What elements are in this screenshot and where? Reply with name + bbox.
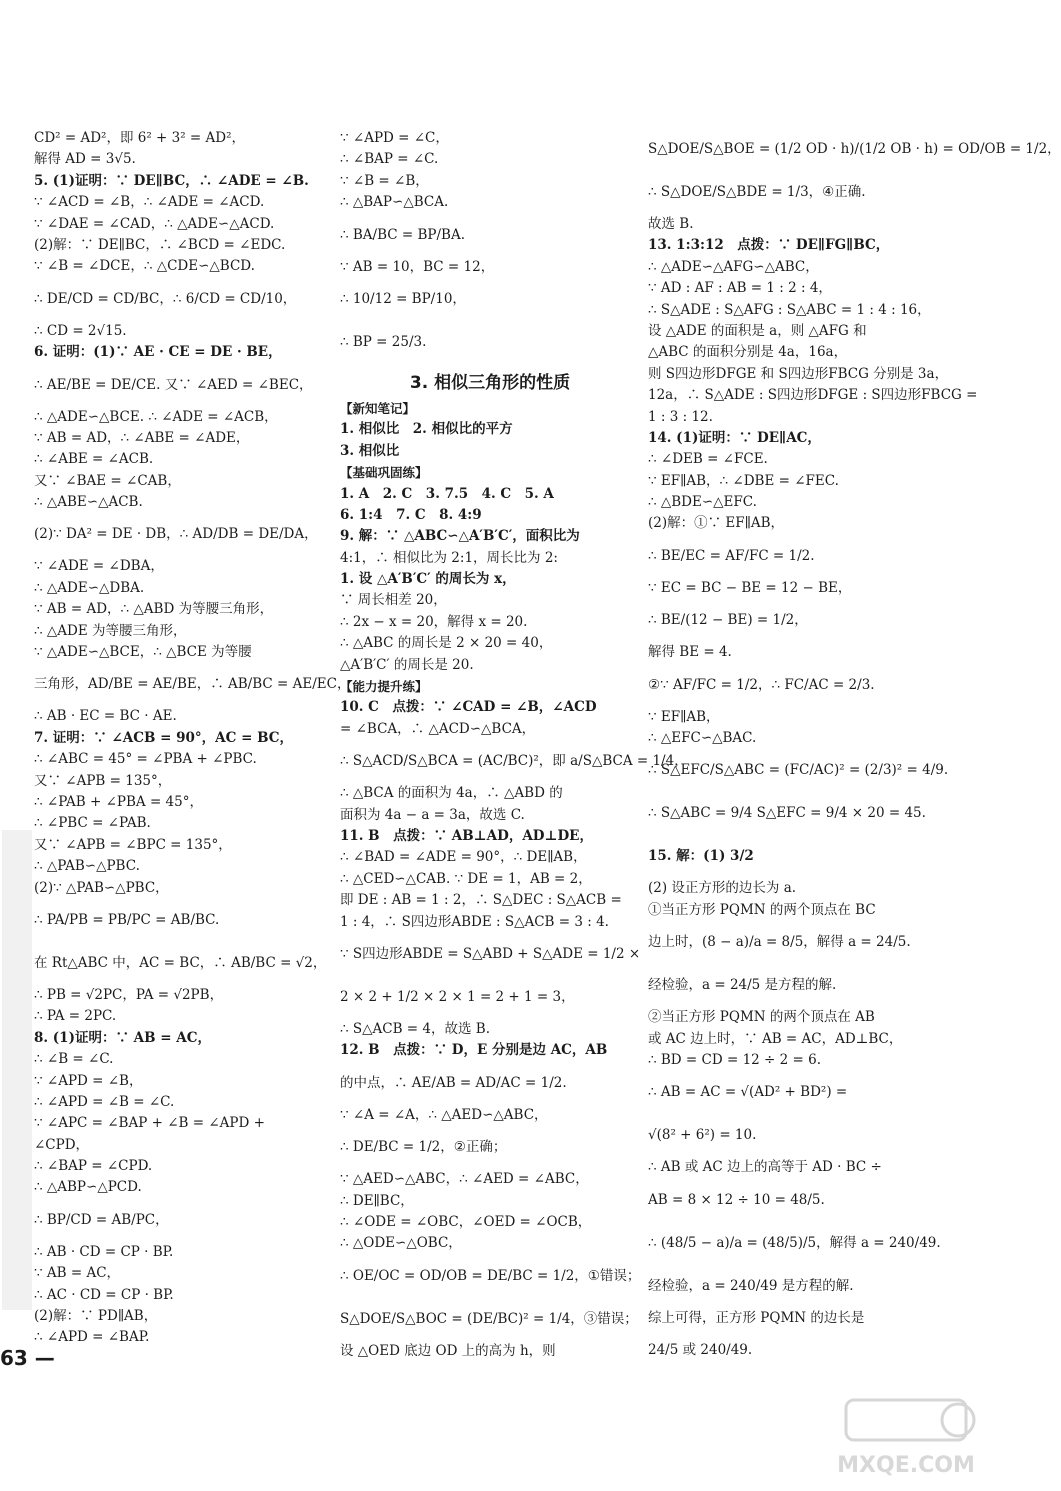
answer-line: ∴ S△ABC = 9/4 S△EFC = 9/4 × 20 = 45. (648, 805, 926, 822)
answer-line: △ABC 的面积分别是 4a，16a， (648, 344, 848, 361)
answer-line: ∴ △ADE∽△DBA. (34, 579, 145, 596)
answer-line: 三角形，AD/BE = AE/BE，∴ AB/BC = AE/EC， (34, 676, 351, 693)
answer-line: ∵ EC = BC − BE = 12 − BE， (648, 579, 852, 596)
answer-line: ∵ AD : AF : AB = 1 : 2 : 4， (648, 280, 832, 297)
answer-line: ∴ AC · CD = CP · BP. (34, 1286, 174, 1303)
answer-line: ②当正方形 PQMN 的两个顶点在 AB (648, 1009, 875, 1026)
answer-line: ∴ △ODE∽△OBC， (340, 1235, 462, 1252)
answer-line: 设 △ADE 的面积是 a，则 △AFG 和 (648, 322, 867, 339)
answer-line: 即 DE : AB = 1 : 2，∴ S△DEC : S△ACB = (340, 892, 622, 909)
answer-line: 又∵ ∠BAE = ∠CAB， (34, 472, 181, 489)
answer-line: 14. (1)证明：∵ DE∥AC， (648, 429, 821, 446)
answer-line: 15. 解：(1) 3/2 (648, 848, 754, 865)
answer-line: ∴ BP/CD = AB/PC， (34, 1211, 169, 1228)
answer-line: (2)解：①∵ EF∥AB， (648, 515, 785, 532)
answer-line: AB = 8 × 12 ÷ 10 = 48/5. (648, 1191, 825, 1208)
answer-line: ∠CPD， (34, 1136, 90, 1153)
answer-line: ∴ △PAB∽△PBC. (34, 858, 140, 875)
answer-line: ∵ ∠B = ∠B， (340, 172, 429, 189)
answer-line: ∵ ∠APD = ∠C， (340, 130, 449, 146)
answer-line: ∵ ∠DAE = ∠CAD，∴ △ADE∽△ACD. (34, 215, 275, 232)
answer-line: ∴ AB 或 AC 边上的高等于 AD · BC ÷ (648, 1159, 882, 1176)
answer-line: = ∠BCA，∴ △ACD∽△BCA， (340, 720, 536, 737)
answer-line: 11. B 点拨：∵ AB⊥AD，AD⊥DE， (340, 827, 593, 844)
answer-line: (2)解：∵ PD∥AB， (34, 1308, 158, 1325)
answer-line: 12a，∴ S△ADE : S四边形DFGE : S四边形FBCG = (648, 387, 978, 404)
answer-line: ∵ 周长相差 20， (340, 592, 447, 609)
answer-line: 12. B 点拨：∵ D，E 分别是边 AC，AB (340, 1042, 608, 1059)
answer-line: ∴ ∠ABC = 45° = ∠PBA + ∠PBC. (34, 751, 257, 768)
answer-line: ②∵ AF/FC = 1/2，∴ FC/AC = 2/3. (648, 676, 875, 693)
answer-line: 综上可得，正方形 PQMN 的边长是 (648, 1309, 865, 1326)
answer-line: ∴ ∠PAB + ∠PBA = 45°， (34, 793, 203, 810)
watermark-site-text: MXQE.COM (837, 1453, 975, 1478)
answer-line: ∴ DE/CD = CD/BC，∴ 6/CD = CD/10， (34, 290, 297, 307)
answer-line: ∵ ∠APD = ∠B， (34, 1072, 143, 1089)
answer-line: ∴ △ABE∽△ACB. (34, 494, 143, 511)
answer-line: 面积为 4a − a = 3a，故选 C. (340, 806, 525, 823)
answer-line: 则 S四边形DFGE 和 S四边形FBCG 分别是 3a， (648, 365, 949, 382)
answer-line: 1 : 3 : 12. (648, 408, 713, 425)
answer-line: ∴ △BAP∽△BCA. (340, 194, 449, 211)
answer-line: 解得 BE = 4. (648, 644, 732, 661)
answer-line: ∴ 2x − x = 20，解得 x = 20. (340, 613, 528, 630)
section-title: 3. 相似三角形的性质 (409, 372, 571, 393)
answer-line: CD² = AD²，即 6² + 3² = AD²， (34, 130, 246, 146)
answer-line: ∴ AE/BE = DE/CE. 又∵ ∠AED = ∠BEC， (34, 376, 313, 393)
answer-line: ①当正方形 PQMN 的两个顶点在 BC (648, 901, 876, 918)
answer-line: 【能力提升练】 (340, 679, 428, 695)
answer-line: ∵ △ADE∽△BCE，∴ △BCE 为等腰 (34, 644, 252, 661)
answer-line: ∴ BA/BC = BP/BA. (340, 226, 466, 243)
answer-line: ∵ EF∥AB， (648, 708, 720, 725)
answer-line: ∴ (48/5 − a)/a = (48/5)/5，解得 a = 240/49. (648, 1234, 941, 1251)
answer-line: 经检验，a = 24/5 是方程的解. (648, 977, 837, 994)
page-number: 63 — (0, 1346, 55, 1370)
answer-line: 6. 证明：(1)∵ AE · CE = DE · BE， (34, 344, 282, 361)
answer-line: 在 Rt△ABC 中，AC = BC，∴ AB/BC = √2， (34, 954, 327, 971)
answer-line: 1. 设 △A′B′C′ 的周长为 x， (340, 571, 516, 588)
answer-line: 1. A 2. C 3. 7.5 4. C 5. A (340, 485, 554, 502)
problem-8-continuation (340, 128, 640, 364)
answer-line: ∴ BE/EC = AF/FC = 1/2. (648, 547, 815, 564)
answer-line: ∴ S△ACB = 4，故选 B. (340, 1020, 490, 1037)
answer-line: ∴ ∠B = ∠C. (34, 1051, 114, 1068)
answer-line: ∴ S△DOE/S△BDE = 1/3，④正确. (648, 184, 866, 200)
answer-line: ∴ ∠APD = ∠BAP. (34, 1329, 150, 1346)
answer-line: S△DOE/S△BOE = (1/2 OD · h)/(1/2 OB · h) = OD/OB = 1/2， (648, 141, 1061, 157)
answer-line: ∵ ∠ACD = ∠B，∴ ∠ADE = ∠ACD. (34, 194, 265, 211)
answer-line: 7. 证明：∵ ∠ACB = 90°，AC = BC， (34, 729, 294, 746)
answer-line: 设 △OED 底边 OD 上的高为 h，则 (340, 1342, 556, 1359)
answer-line: ∴ OE/OC = OD/OB = DE/BC = 1/2，①错误； (340, 1267, 641, 1284)
answer-line: ∴ BD = CD = 12 ÷ 2 = 6. (648, 1051, 822, 1068)
answer-line: (2)∵ DA² = DE · DB，∴ AD/DB = DE/DA， (34, 526, 318, 543)
answer-line: ∵ ∠APC = ∠BAP + ∠B = ∠APD + (34, 1115, 265, 1132)
watermark-stamp-icon (0, 820, 40, 1320)
answer-line: ∴ △CED∽△CAB. ∵ DE = 1，AB = 2， (340, 870, 592, 887)
answer-line: 1 : 4，∴ S四边形ABDE : S△ACB = 3 : 4. (340, 913, 609, 930)
answer-line: ∵ ∠B = ∠DCE，∴ △CDE∽△BCD. (34, 258, 255, 275)
answer-line: 2 × 2 + 1/2 × 2 × 1 = 2 + 1 = 3， (340, 988, 575, 1005)
answer-line: 13. 1:3:12 点拨：∵ DE∥FG∥BC， (648, 237, 890, 254)
answer-line: 1. 相似比 2. 相似比的平方 (340, 421, 513, 438)
answer-line: ∴ △ABC 的周长是 2 × 20 = 40， (340, 635, 553, 652)
answer-line: ∴ △ADE∽△AFG∽△ABC， (648, 258, 819, 275)
answer-column-left (34, 128, 351, 1349)
answer-line: ∴ ∠ODE = ∠OBC，∠OED = ∠OCB， (340, 1213, 592, 1230)
answer-column-right (648, 128, 1061, 1372)
answer-line: 或 AC 边上时，∵ AB = AC，AD⊥BC， (648, 1030, 903, 1047)
answer-line: 边上时，(8 − a)/a = 8/5，解得 a = 24/5. (648, 934, 911, 951)
answer-line: ∴ △ADE∽△BCE. ∴ ∠ADE = ∠ACB， (34, 408, 278, 425)
answer-line: ∴ ∠BAP = ∠CPD. (34, 1158, 153, 1175)
answer-line: 9. 解：∵ △ABC∽△A′B′C′，面积比为 (340, 528, 580, 545)
answer-line: ∴ 10/12 = BP/10， (340, 290, 466, 307)
answer-line: ∴ ∠PBC = ∠PAB. (34, 815, 151, 832)
answer-line: ∵ AB = AD，∴ ∠ABE = ∠ADE， (34, 429, 250, 446)
answer-line: ∴ AB · CD = CP · BP. (34, 1243, 174, 1260)
answer-line: ∴ ∠BAP = ∠C. (340, 151, 439, 168)
answer-line: ∴ PA/PB = PB/PC = AB/BC. (34, 911, 220, 928)
answer-line: ∴ △ADE 为等腰三角形， (34, 622, 187, 639)
answer-line: 10. C 点拨：∵ ∠CAD = ∠B，∠ACD (340, 699, 597, 716)
answer-line: ∵ △AED∽△ABC，∴ ∠AED = ∠ABC， (340, 1171, 589, 1188)
answer-line: ∴ PB = √2PC，PA = √2PB， (34, 986, 224, 1003)
answer-line: ∴ BE/(12 − BE) = 1/2， (648, 612, 808, 629)
answer-line: 【新知笔记】 (340, 400, 416, 416)
answer-line: ∵ ∠A = ∠A，∴ △AED∽△ABC， (340, 1106, 548, 1123)
answer-line: ∴ S△ACD/S△BCA = (AC/BC)²，即 a/S△BCA = 1/4， (340, 753, 688, 770)
answer-line: ∴ ∠ABE = ∠ACB. (34, 451, 154, 468)
answer-line: 5. (1)证明：∵ DE∥BC，∴ ∠ADE = ∠B. (34, 172, 309, 189)
answer-line: 8. (1)证明：∵ AB = AC， (34, 1029, 211, 1046)
answer-line: 3. 相似比 (340, 442, 400, 459)
watermark-logo-icon (818, 1396, 994, 1480)
answer-line: 又∵ ∠APB = ∠BPC = 135°， (34, 836, 232, 853)
answer-line: ∵ AB = AD，∴ △ABD 为等腰三角形， (34, 601, 274, 618)
answer-line: ∴ ∠DEB = ∠FCE. (648, 451, 768, 468)
answer-line: ∴ S△ADE : S△AFG : S△ABC = 1 : 4 : 16， (648, 301, 931, 318)
answer-line: (2)解：∵ DE∥BC，∴ ∠BCD = ∠EDC. (34, 236, 286, 253)
answer-line: ∵ S四边形ABDE = S△ABD + S△ADE = 1/2 × (340, 945, 641, 962)
answer-line: 24/5 或 240/49. (648, 1342, 753, 1359)
answer-line: √(8² + 6²) = 10. (648, 1127, 757, 1144)
answer-line: ∴ △EFC∽△BAC. (648, 730, 757, 747)
answer-line: (2) 设正方形的边长为 a. (648, 880, 797, 897)
answer-line: ∴ AB = AC = √(AD² + BD²) = (648, 1084, 848, 1101)
answer-line: ∵ ∠ADE = ∠DBA， (34, 558, 164, 575)
answer-line: ∴ DE/BC = 1/2，②正确； (340, 1139, 507, 1156)
answer-line: ∵ AB = AC， (34, 1265, 121, 1282)
answer-line: ∴ △BDE∽△EFC. (648, 494, 757, 511)
answer-line: (2)∵ △PAB∽△PBC， (34, 879, 169, 896)
answer-line: 又∵ ∠APB = 135°， (34, 772, 172, 789)
answer-line: ∵ EF∥AB，∴ ∠DBE = ∠FEC. (648, 472, 839, 489)
answer-line: ∴ DE∥BC， (340, 1192, 414, 1209)
answer-line: 6. 1:4 7. C 8. 4:9 (340, 506, 482, 523)
answer-line: ∵ AB = 10，BC = 12， (340, 258, 495, 275)
answer-line: 经检验，a = 240/49 是方程的解. (648, 1277, 854, 1294)
answer-line: 4:1，∴ 相似比为 2:1，周长比为 2: (340, 549, 558, 566)
answer-line: ∴ S△EFC/S△ABC = (FC/AC)² = (2/3)² = 4/9. (648, 762, 949, 779)
answer-line: ∴ CD = 2√15. (34, 322, 127, 339)
answer-line: 解得 AD = 3√5. (34, 151, 136, 168)
answer-line: ∴ BP = 25/3. (340, 333, 427, 350)
answer-line: ∴ PA = 2PC. (34, 1008, 117, 1025)
answer-line: ∴ △BCA 的面积为 4a，∴ △ABD 的 (340, 785, 563, 802)
answer-line: S△DOE/S△BOC = (DE/BC)² = 1/4，③错误； (340, 1310, 638, 1327)
answer-line: ∴ ∠BAD = ∠ADE = 90°，∴ DE∥AB， (340, 849, 587, 866)
answer-line: 【基础巩固练】 (340, 465, 428, 481)
answer-line: △A′B′C′ 的周长是 20. (340, 656, 474, 673)
answer-line: ∴ AB · EC = BC · AE. (34, 708, 177, 725)
answer-line: 故选 B. (648, 216, 694, 232)
answer-line: ∴ △ABP∽△PCD. (34, 1179, 142, 1196)
answer-line: 的中点，∴ AE/AB = AD/AC = 1/2. (340, 1074, 567, 1091)
answer-line: ∴ ∠APD = ∠B = ∠C. (34, 1093, 175, 1110)
